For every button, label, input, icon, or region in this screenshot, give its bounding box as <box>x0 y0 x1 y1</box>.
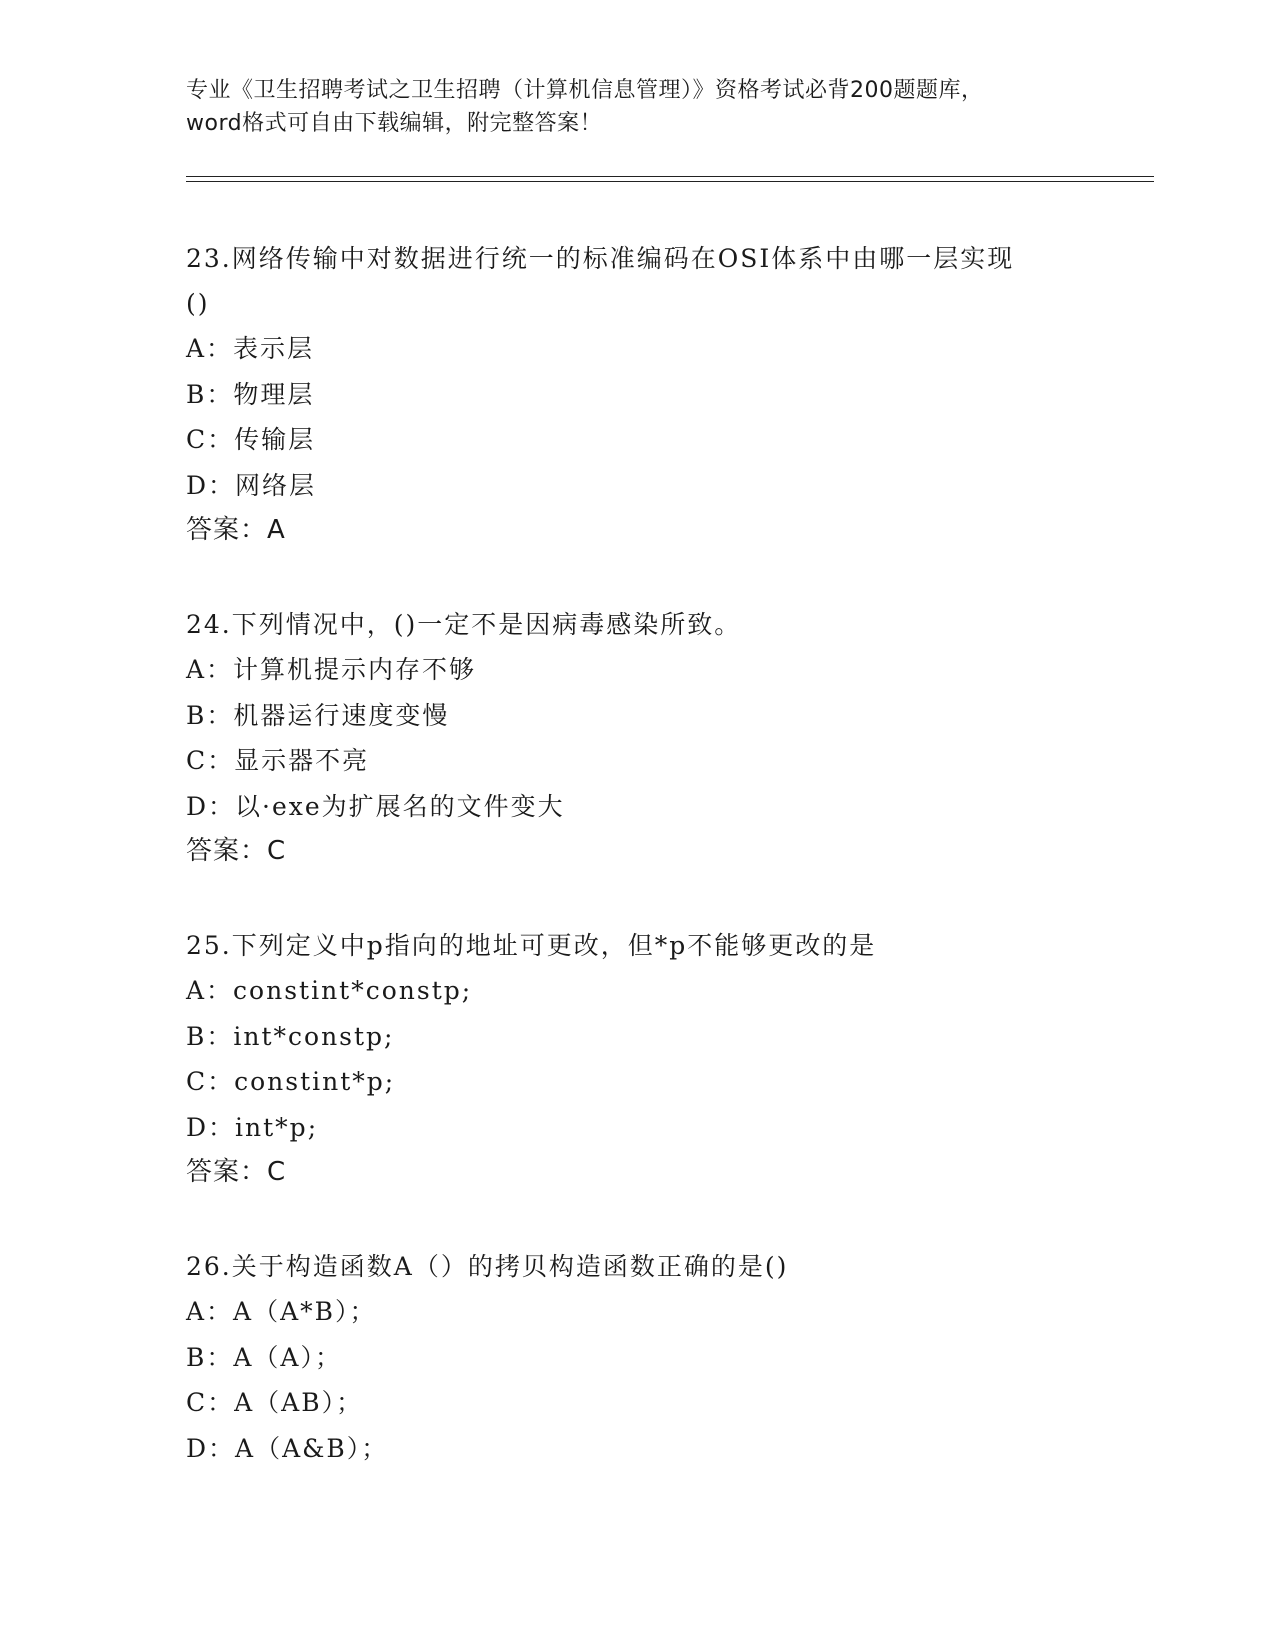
spacer <box>186 553 1086 602</box>
option-d: D：A（A&B）； <box>186 1433 389 1463</box>
option-a: A：constint*constp; <box>186 976 473 1005</box>
answer: 答案：C <box>186 1157 287 1187</box>
question-25 <box>186 923 1086 1195</box>
question-stem-continued: () <box>186 289 210 318</box>
option-c: C：A（AB）； <box>186 1388 364 1417</box>
option-a: A：表示层 <box>186 334 315 363</box>
spacer <box>186 874 1086 923</box>
option-d: D：网络层 <box>186 470 317 500</box>
header-line-2: word格式可自由下载编辑，附完整答案！ <box>186 111 603 136</box>
header-line-1: 专业《卫生招聘考试之卫生招聘（计算机信息管理）》资格考试必背200题题库， <box>186 78 984 103</box>
option-c: C：传输层 <box>186 425 316 454</box>
option-d: D：int*p; <box>186 1112 319 1142</box>
question-24 <box>186 602 1086 874</box>
spacer <box>186 1195 1086 1244</box>
question-23 <box>186 236 1086 553</box>
option-c: C：显示器不亮 <box>186 746 370 775</box>
question-stem: 24.下列情况中，()一定不是因病毒感染所致。 <box>186 610 742 639</box>
option-b: B：物理层 <box>186 379 315 409</box>
answer: 答案：C <box>186 836 287 866</box>
option-b: B：机器运行速度变慢 <box>186 700 450 730</box>
question-stem: 25.下列定义中p指向的地址可更改，但*p不能够更改的是 <box>186 931 877 960</box>
option-a: A：计算机提示内存不够 <box>186 655 477 684</box>
question-list <box>186 236 1086 1471</box>
header-divider <box>186 176 1154 182</box>
document-header <box>186 74 1086 140</box>
option-a: A：A（A*B）； <box>186 1297 377 1326</box>
option-d: D：以·exe为扩展名的文件变大 <box>186 791 565 821</box>
answer: 答案：A <box>186 515 286 545</box>
option-b: B：int*constp; <box>186 1021 395 1051</box>
question-26 <box>186 1244 1086 1471</box>
question-stem: 26.关于构造函数A（）的拷贝构造函数正确的是() <box>186 1252 789 1281</box>
option-b: B：A（A）； <box>186 1342 342 1372</box>
question-stem: 23.网络传输中对数据进行统一的标准编码在OSI体系中由哪一层实现 <box>186 244 1015 273</box>
option-c: C：constint*p; <box>186 1067 396 1096</box>
